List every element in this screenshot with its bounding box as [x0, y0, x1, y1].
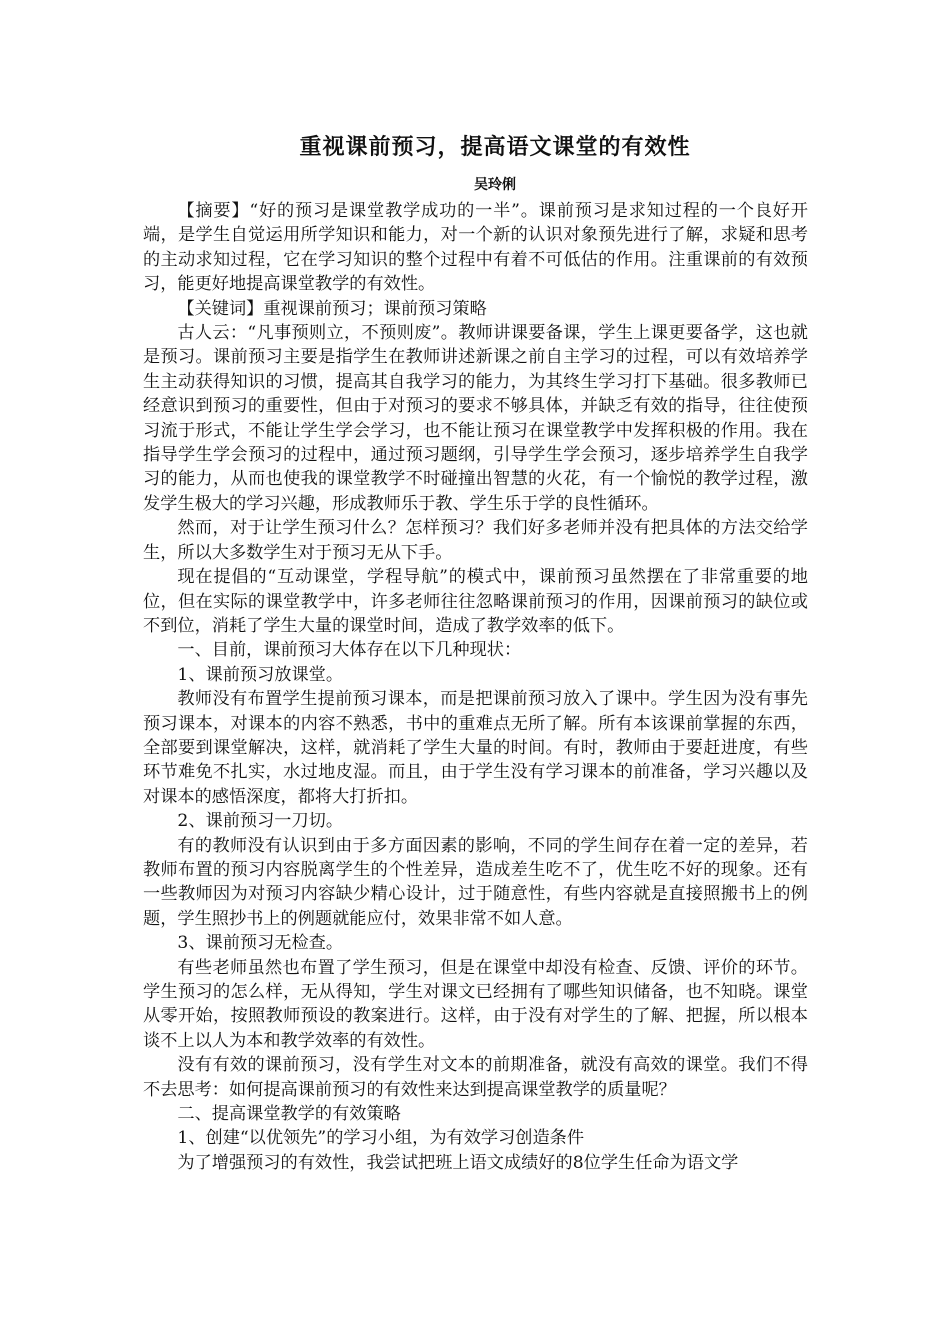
author-name: 吴玲俐: [474, 177, 516, 193]
body-paragraph: 教师没有布置学生提前预习课本，而是把课前预习放入了课中。学生因为没有事先预习课本，对课本的内容不熟悉，书中的重难点无所了解。所有本该课前掌握的东西，全部要到课堂解决，这样，就消耗了学生大量的时间。有时，教师由于要赶进度，有些环节难免不扎实，水过地皮湿。而且，由于学生没有学习课本的前准备，学习兴趣以及对课本的感悟深度，都将大打折扣。: [143, 689, 808, 807]
section-heading: 一、目前，课前预习大体存在以下几种现状：: [177, 640, 522, 661]
subsection-heading: 2、课前预习一刀切。: [177, 811, 344, 832]
body-paragraph: 现在提倡的“互动课堂，学程导航”的模式中，课前预习虽然摆在了非常重要的地位，但在实际的课堂教学中，许多老师往往忽略课前预习的作用，因课前预习的缺位或不到位，消耗了学生大量的课堂时间，造成了教学效率的低下。: [143, 567, 808, 636]
body-paragraph: 有些老师虽然也布置了学生预习，但是在课堂中却没有检查、反馈、评价的环节。学生预习的怎么样，无从得知，学生对课文已经拥有了哪些知识储备，也不知晓。课堂从零开始，按照教师预设的教案进行。这样，由于没有对学生的了解、把握，所以根本谈不上以人为本和教学效率的有效性。: [143, 957, 808, 1051]
body-paragraph: 没有有效的课前预习，没有学生对文本的前期准备，就没有高效的课堂。我们不得不去思考：如何提高课前预习的有效性来达到提高课堂教学的质量呢？: [143, 1055, 808, 1100]
subsection-heading: 1、创建“以优领先”的学习小组，为有效学习创造条件: [177, 1128, 585, 1149]
body-paragraph: 为了增强预习的有效性，我尝试把班上语文成绩好的8位学生任命为语文学: [177, 1152, 739, 1173]
abstract-paragraph: 【摘要】“好的预习是课堂教学成功的一半”。课前预习是求知过程的一个良好开端，是学生自觉运用所学知识和能力，对一个新的认识对象预先进行了解，求疑和思考的主动求知过程，它在学习知识的整个过程中有着不可低估的作用。注重课前的有效预习，能更好地提高课堂教学的有效性。: [143, 201, 808, 295]
document-title: 重视课前预习，提高语文课堂的有效性: [299, 135, 691, 160]
keywords-paragraph: 【关键词】重视课前预习；课前预习策略: [177, 298, 487, 319]
body-paragraph: 然而，对于让学生预习什么？怎样预习？我们好多老师并没有把具体的方法交给学生，所以大多数学生对于预习无从下手。: [143, 518, 808, 563]
subsection-heading: 3、课前预习无检查。: [177, 933, 344, 954]
document-body: [143, 199, 808, 1175]
body-paragraph: 有的教师没有认识到由于多方面因素的影响，不同的学生间存在着一定的差异，若教师布置的预习内容脱离学生的个性差异，造成差生吃不了，优生吃不好的现象。还有一些教师因为对预习内容缺少精心设计，过于随意性，有些内容就是直接照搬书上的例题，学生照抄书上的例题就能应付，效果非常不如人意。: [143, 835, 808, 929]
subsection-heading: 1、课前预习放课堂。: [177, 664, 344, 685]
body-paragraph: 古人云：“凡事预则立，不预则废”。教师讲课要备课，学生上课更要备学，这也就是预习。课前预习主要是指学生在教师讲述新课之前自主学习的过程，可以有效培养学生主动获得知识的习惯，提高其自我学习的能力，为其终生学习打下基础。很多教师已经意识到预习的重要性，但由于对预习的要求不够具体，并缺乏有效的指导，往往使预习流于形式，不能让学生学会学习，也不能让预习在课堂教学中发挥积极的作用。我在指导学生学会预习的过程中，通过预习题纲，引导学生学会预习，逐步培养学生自我学习的能力，从而也使我的课堂教学不时碰撞出智慧的火花，有一个愉悦的教学过程，激发学生极大的学习兴趣，形成教师乐于教、学生乐于学的良性循环。: [143, 323, 808, 514]
section-heading: 二、提高课堂教学的有效策略: [177, 1104, 401, 1125]
